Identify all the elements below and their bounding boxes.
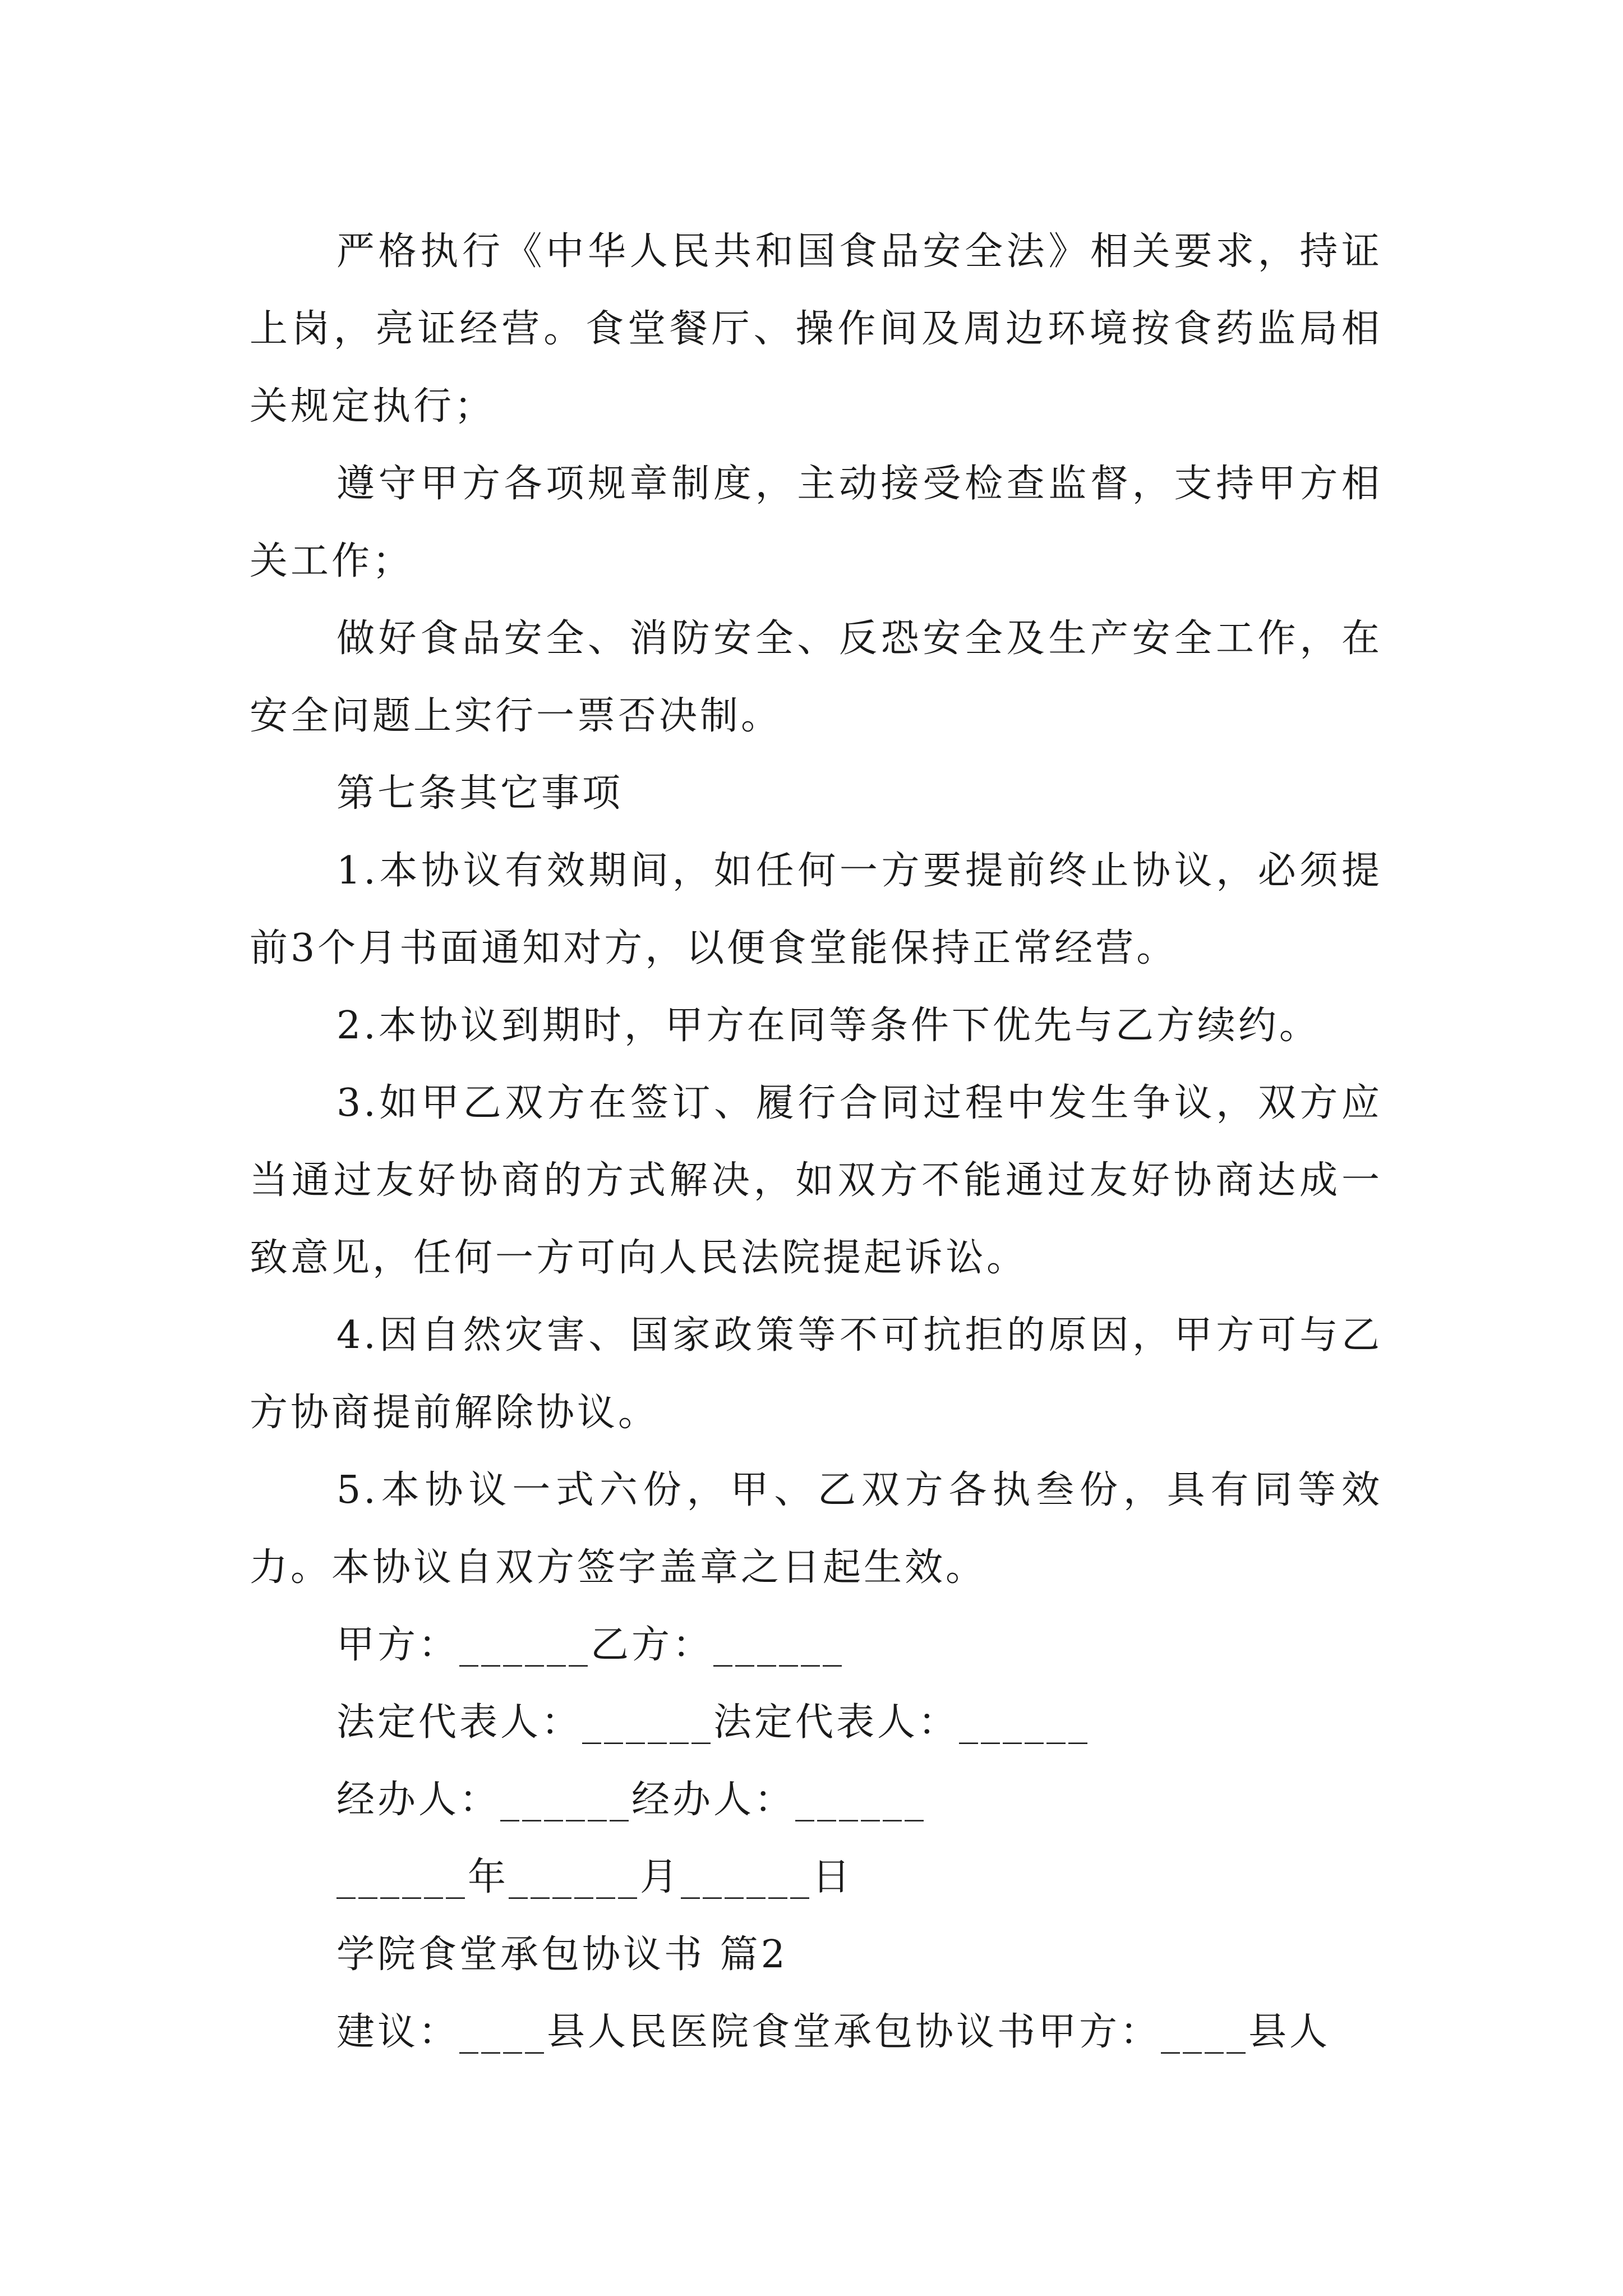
paragraph-safety-work: 做好食品安全、消防安全、反恐安全及生产安全工作，在安全问题上实行一票否决制。 bbox=[250, 616, 1382, 738]
signature-date-line: ______年______月______日 bbox=[336, 1855, 854, 1899]
signature-party-line: 甲方：______乙方：______ bbox=[336, 1623, 845, 1667]
next-section-first-line: 建议：____县人民医院食堂承包协议书甲方：____县人 bbox=[336, 2010, 1331, 2054]
article-seven-heading: 第七条其它事项 bbox=[336, 771, 624, 816]
clause-5: 5.本协议一式六份，甲、乙双方各执叁份，具有同等效力。本协议自双方签字盖章之日起生效。 bbox=[250, 1468, 1382, 1590]
clause-2: 2.本协议到期时，甲方在同等条件下优先与乙方续约。 bbox=[336, 1004, 1320, 1048]
signature-agent-line: 经办人：______经办人：______ bbox=[336, 1778, 927, 1822]
signature-representative-line: 法定代表人：______法定代表人：______ bbox=[336, 1700, 1091, 1745]
section-heading: 学院食堂承包协议书 篇2 bbox=[336, 1932, 788, 1977]
document-page bbox=[250, 213, 1382, 2071]
paragraph-rules-compliance: 遵守甲方各项规章制度，主动接受检查监督，支持甲方相关工作； bbox=[250, 462, 1382, 583]
paragraph-food-safety-law: 严格执行《中华人民共和国食品安全法》相关要求，持证上岗，亮证经营。食堂餐厅、操作间及周边环境按食药监局相关规定执行； bbox=[250, 229, 1382, 429]
clause-3: 3.如甲乙双方在签订、履行合同过程中发生争议，双方应当通过友好协商的方式解决，如双方不能通过友好协商达成一致意见，任何一方可向人民法院提起诉讼。 bbox=[250, 1081, 1382, 1280]
clause-1: 1.本协议有效期间，如任何一方要提前终止协议，必须提前3个月书面通知对方，以便食堂能保持正常经营。 bbox=[250, 849, 1382, 970]
clause-4: 4.因自然灾害、国家政策等不可抗拒的原因，甲方可与乙方协商提前解除协议。 bbox=[250, 1313, 1382, 1435]
